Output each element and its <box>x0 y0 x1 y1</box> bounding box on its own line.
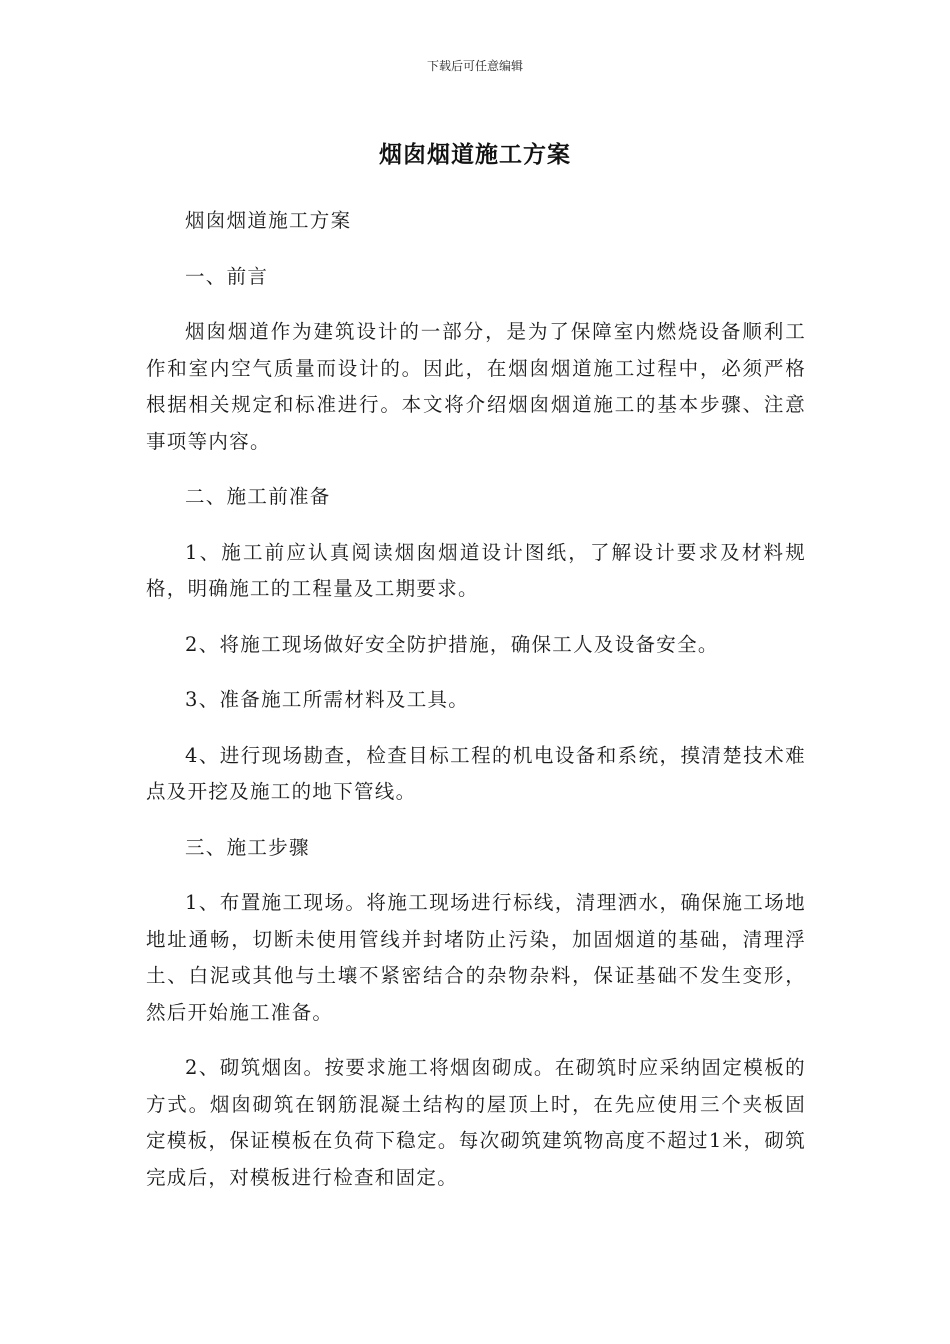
section-heading-preface: 一、前言 <box>185 264 269 288</box>
header-note: 下载后可任意编辑 <box>426 59 523 73</box>
paragraph-step-1: 1、布置施工现场。将施工现场进行标线，清理洒水，确保施工场地地址通畅，切断未使用管线并封堵防止污染，加固烟道的基础，清理浮土、白泥或其他与土壤不紧密结合的杂物杂料，保证基础不发生变形，然后开始施工准备。 <box>146 891 806 1024</box>
paragraph-prep-4: 4、进行现场勘查，检查目标工程的机电设备和系统，摸清楚技术难点及开挖及施工的地下管线。 <box>146 743 806 803</box>
document-title: 烟囱烟道施工方案 <box>379 142 571 168</box>
paragraph-prep-1: 1、施工前应认真阅读烟囱烟道设计图纸，了解设计要求及材料规格，明确施工的工程量及工期要求。 <box>146 540 806 600</box>
paragraph-preface: 烟囱烟道作为建筑设计的一部分，是为了保障室内燃烧设备顺利工作和室内空气质量而设计的。因此，在烟囱烟道施工过程中，必须严格根据相关规定和标准进行。本文将介绍烟囱烟道施工的基本步骤、注意事项等内容。 <box>146 320 806 453</box>
paragraph-prep-2: 2、将施工现场做好安全防护措施，确保工人及设备安全。 <box>185 632 719 656</box>
section-heading-preparation: 二、施工前准备 <box>185 485 331 508</box>
paragraph-step-2: 2、砌筑烟囱。按要求施工将烟囱砌成。在砌筑时应采纳固定模板的方式。烟囱砌筑在钢筋混凝土结构的屋顶上时，在先应使用三个夹板固定模板，保证模板在负荷下稳定。每次砌筑建筑物高度不超过1米，砌筑完成后，对模板进行检查和固定。 <box>146 1056 806 1189</box>
paragraph-prep-3: 3、准备施工所需材料及工具。 <box>185 688 470 711</box>
section-heading-steps: 三、施工步骤 <box>185 835 310 859</box>
document-body <box>146 203 806 1215</box>
paragraph-subtitle: 烟囱烟道施工方案 <box>185 209 352 232</box>
